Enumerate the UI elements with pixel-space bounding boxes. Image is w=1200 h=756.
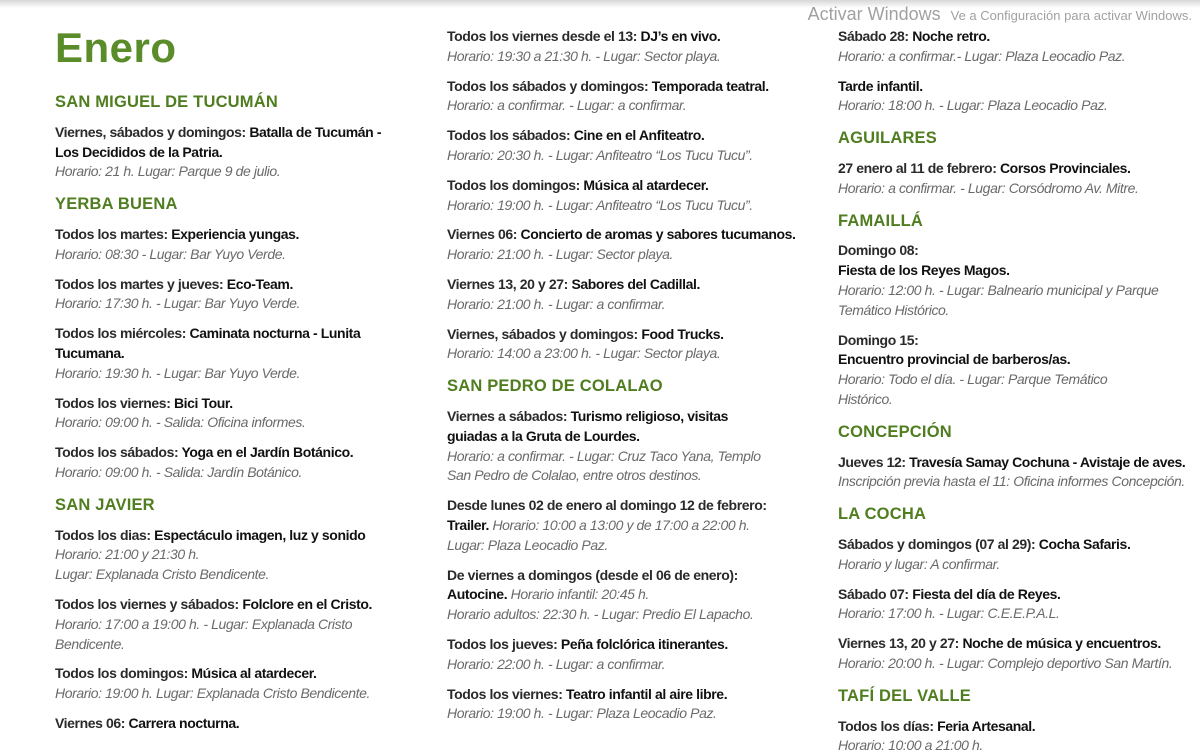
event-line: [447, 275, 825, 295]
event-name: Food Trucks.: [641, 325, 724, 342]
event-line: [55, 413, 435, 433]
event-schedule: Domingo 15:: [838, 331, 919, 348]
event-schedule: De viernes a domingos (desde el 06 de enero):: [447, 566, 738, 583]
event-line: [838, 555, 1196, 575]
event-item: [447, 407, 825, 486]
event-line: [447, 344, 825, 364]
locality-heading: YERBA BUENA: [55, 195, 178, 214]
event-line: [838, 717, 1196, 737]
event-line: [447, 225, 825, 245]
event-schedule: Viernes 06:: [447, 226, 521, 243]
event-schedule: Desde lunes 02 de enero al domingo 12 de febrero:: [447, 497, 767, 514]
event-details: Horario: 20:30 h. - Lugar: Anfiteatro “Los Tucu Tucu”.: [447, 146, 753, 163]
event-schedule: Todos los viernes y sábados:: [55, 595, 243, 612]
event-line: [55, 162, 435, 182]
locality-heading: LA COCHA: [838, 505, 927, 524]
event-details: Horario: a confirmar. - Lugar: a confirmar.: [447, 97, 687, 114]
event-schedule: Todos los sábados:: [447, 127, 574, 144]
event-schedule: Todos los domingos:: [55, 665, 192, 682]
event-line: [838, 390, 1196, 410]
event-schedule: Jueves 12:: [838, 453, 910, 470]
event-schedule: Sábado 07:: [838, 585, 913, 602]
event-name: Encuentro provincial de barberos/as.: [838, 351, 1071, 368]
locality-heading: TAFÍ DEL VALLE: [838, 686, 971, 705]
event-line: [447, 196, 825, 216]
event-details: Bendicente.: [55, 635, 125, 652]
event-name: Corsos Provinciales.: [999, 159, 1131, 176]
event-schedule: Todos los dias:: [55, 526, 155, 543]
column-3: [838, 27, 1196, 756]
event-details: Horario: 21:00 y 21:30 h.: [55, 546, 200, 563]
event-item: [838, 241, 1196, 320]
event-details: Histórico.: [838, 390, 893, 407]
event-line: [447, 585, 825, 605]
event-name: Experiencia yungas.: [171, 225, 300, 242]
event-name: Carrera nocturna.: [128, 714, 240, 731]
event-line: [838, 634, 1196, 654]
event-name: Autocine.: [447, 586, 511, 603]
event-line: [838, 585, 1196, 605]
event-item: [838, 535, 1196, 575]
event-name: Bici Tour.: [173, 394, 233, 411]
event-name: Folclore en el Cristo.: [242, 595, 372, 612]
event-item: [55, 526, 435, 585]
event-details: Horario: 22:00 h. - Lugar: a confirmar.: [447, 655, 666, 672]
locality-heading: SAN JAVIER: [55, 495, 155, 514]
event-name: Caminata nocturna - Lunita: [189, 325, 361, 342]
event-schedule: Todos los martes:: [55, 225, 172, 242]
event-line: [838, 535, 1196, 555]
event-name: Música al atardecer.: [191, 665, 317, 682]
event-item: [447, 176, 825, 216]
event-line: [55, 714, 435, 734]
event-name: Concierto de aromas y sabores tucumanos.: [520, 226, 796, 243]
event-line: [838, 654, 1196, 674]
event-item: [838, 634, 1196, 674]
event-name: Tucumana.: [55, 344, 125, 361]
event-name: Batalla de Tucumán -: [249, 123, 382, 140]
column-1: [55, 93, 435, 734]
event-name: Fiesta de los Reyes Magos.: [838, 262, 1010, 279]
event-name: Noche retro.: [912, 28, 990, 44]
event-line: [838, 77, 1196, 97]
event-item: [55, 664, 435, 704]
event-name: Fiesta del día de Reyes.: [912, 585, 1061, 602]
event-schedule: 27 enero al 11 de febrero:: [838, 159, 1000, 176]
event-details: Horario: 19:00 h. - Lugar: Plaza Leocadio Paz.: [447, 705, 717, 722]
event-line: [447, 146, 825, 166]
event-line: [838, 27, 1196, 47]
month-title: Enero: [55, 24, 177, 71]
event-line: [838, 96, 1196, 116]
event-details: Horario: Todo el día. - Lugar: Parque Temático: [838, 371, 1108, 388]
event-line: [838, 472, 1196, 492]
event-details: Horario: 10:00 a 13:00 y de 17:00 a 22:00 h.: [492, 516, 750, 533]
event-details: Inscripción previa hasta el 11: Oficina informes Concepción.: [838, 473, 1185, 490]
event-line: [838, 47, 1196, 67]
event-details: Horario y lugar: A confirmar.: [838, 555, 1000, 572]
event-item: [55, 275, 435, 315]
event-line: [55, 143, 435, 163]
event-details: Horario: 09:00 h. - Salida: Oficina informes.: [55, 414, 306, 431]
windows-activation-subtitle: Ve a Configuración para activar Windows.: [950, 8, 1192, 23]
event-line: [447, 635, 825, 655]
event-schedule: Todos los jueves:: [447, 635, 561, 652]
event-item: [447, 325, 825, 365]
event-item: [447, 635, 825, 675]
event-schedule: Viernes, sábados y domingos:: [55, 123, 250, 140]
event-item: [838, 717, 1196, 756]
event-line: [838, 159, 1196, 179]
event-name: Espectáculo imagen, luz y sonido: [154, 526, 366, 543]
event-schedule: Todos los martes y jueves:: [55, 275, 227, 292]
event-line: [55, 443, 435, 463]
event-line: [447, 447, 825, 467]
event-item: [447, 566, 825, 625]
event-schedule: Todos los viernes desde el 13:: [447, 28, 641, 44]
event-line: [55, 595, 435, 615]
event-item: [447, 27, 825, 67]
event-item: [838, 585, 1196, 625]
event-line: [447, 536, 825, 556]
locality-heading: FAMAILLÁ: [838, 211, 924, 230]
event-item: [447, 496, 825, 555]
event-line: [838, 331, 1196, 351]
event-item: [447, 225, 825, 265]
event-line: [55, 684, 435, 704]
event-details: Temático Histórico.: [838, 301, 949, 318]
event-line: [447, 605, 825, 625]
event-name: Música al atardecer.: [583, 176, 709, 193]
event-line: [55, 364, 435, 384]
event-line: [55, 123, 435, 143]
event-line: [55, 615, 435, 635]
event-line: [447, 325, 825, 345]
event-name: Teatro infantil al aire libre.: [565, 685, 728, 702]
event-details: Horario: 08:30 - Lugar: Bar Yuyo Verde.: [55, 245, 286, 262]
event-details: Horario: 21:00 h. - Lugar: Sector playa.: [447, 246, 674, 263]
event-line: [447, 704, 825, 724]
event-line: [55, 526, 435, 546]
event-line: [447, 295, 825, 315]
event-line: [447, 566, 825, 586]
event-name: Turismo religioso, visitas: [570, 407, 729, 424]
event-details: Horario: 21:00 h. - Lugar: a confirmar.: [447, 295, 666, 312]
event-line: [838, 453, 1196, 473]
event-item: [55, 595, 435, 654]
event-line: [55, 664, 435, 684]
event-line: [447, 245, 825, 265]
event-line: [838, 241, 1196, 261]
event-line: [55, 463, 435, 483]
event-line: [55, 275, 435, 295]
event-details: Horario: 12:00 h. - Lugar: Balneario municipal y Parque: [838, 281, 1159, 298]
event-details: Horario: 10:00 a 21:00 h.: [838, 737, 983, 754]
event-details: Horario: 14:00 a 23:00 h. - Lugar: Sector playa.: [447, 345, 721, 362]
event-schedule: Todos los días:: [838, 717, 938, 734]
event-schedule: Viernes 13, 20 y 27:: [447, 275, 572, 292]
event-line: [447, 126, 825, 146]
event-name: DJ’s en vivo.: [640, 28, 721, 44]
event-line: [447, 685, 825, 705]
event-schedule: Todos los sábados:: [55, 444, 182, 461]
event-line: [55, 324, 435, 344]
event-name: Cocha Safaris.: [1038, 535, 1131, 552]
event-line: [838, 281, 1196, 301]
event-details: Horario: 17:30 h. - Lugar: Bar Yuyo Verde.: [55, 295, 300, 312]
windows-activation-title: Activar Windows: [807, 4, 941, 24]
event-details: San Pedro de Colalao, entre otros destinos.: [447, 467, 702, 484]
event-line: [447, 27, 825, 47]
event-schedule: Todos los viernes:: [55, 394, 174, 411]
event-details: Horario: a confirmar. - Lugar: Cruz Taco Yana, Templo: [447, 447, 761, 464]
event-line: [838, 736, 1196, 756]
event-details: Horario adultos: 22:30 h. - Lugar: Predio El Lapacho.: [447, 606, 754, 623]
event-line: [838, 261, 1196, 281]
event-line: [838, 301, 1196, 321]
event-schedule: Viernes 13, 20 y 27:: [838, 635, 963, 652]
event-schedule: Viernes, sábados y domingos:: [447, 325, 642, 342]
event-line: [447, 96, 825, 116]
event-details: Horario: 09:00 h. - Salida: Jardín Botánico.: [55, 463, 302, 480]
event-item: [55, 443, 435, 483]
event-line: [838, 370, 1196, 390]
event-name: Yoga en el Jardín Botánico.: [181, 444, 354, 461]
event-line: [447, 47, 825, 67]
event-line: [838, 350, 1196, 370]
event-name: Peña folclórica itinerantes.: [560, 635, 728, 652]
event-line: [55, 225, 435, 245]
event-name: Noche de música y encuentros.: [962, 635, 1161, 652]
event-item: [838, 331, 1196, 410]
event-line: [55, 545, 435, 565]
event-name: Cine en el Anfiteatro.: [573, 127, 705, 144]
event-name: Los Decididos de la Patria.: [55, 143, 223, 160]
event-item: [447, 685, 825, 725]
event-line: [447, 427, 825, 447]
event-line: [447, 466, 825, 486]
event-item: [55, 394, 435, 434]
event-line: [447, 516, 825, 536]
event-item: [55, 225, 435, 265]
event-item: [447, 126, 825, 166]
event-name: Eco-Team.: [226, 275, 293, 292]
event-details: Horario: a confirmar. - Lugar: Corsódromo Av. Mitre.: [838, 179, 1139, 196]
event-details: Lugar: Plaza Leocadio Paz.: [447, 536, 608, 553]
event-line: [55, 565, 435, 585]
event-schedule: Viernes 06:: [55, 714, 129, 731]
event-details: Lugar: Explanada Cristo Bendicente.: [55, 566, 270, 583]
event-name: Feria Artesanal.: [937, 717, 1036, 734]
event-schedule: Todos los viernes:: [447, 685, 566, 702]
event-details: Horario: 21 h. Lugar: Parque 9 de julio.: [55, 163, 281, 180]
event-line: [447, 176, 825, 196]
event-schedule: Todos los miércoles:: [55, 325, 190, 342]
event-item: [838, 453, 1196, 493]
event-name: guiadas a la Gruta de Lourdes.: [447, 427, 640, 444]
locality-heading: SAN PEDRO DE COLALAO: [447, 377, 663, 396]
event-schedule: Viernes a sábados:: [447, 407, 571, 424]
event-item: [55, 324, 435, 383]
event-line: [55, 294, 435, 314]
event-schedule: Domingo 08:: [838, 242, 919, 259]
event-item: [838, 27, 1196, 67]
event-item: [447, 77, 825, 117]
event-line: [447, 77, 825, 97]
event-line: [55, 635, 435, 655]
event-item: [55, 123, 435, 182]
event-schedule: Sábados y domingos (07 al 29):: [838, 535, 1039, 552]
event-item: [838, 159, 1196, 199]
event-name: Sabores del Cadillal.: [571, 275, 700, 292]
locality-heading: SAN MIGUEL DE TUCUMÁN: [55, 93, 278, 111]
event-details: Horario: 19:00 h. Lugar: Explanada Cristo Bendicente.: [55, 685, 371, 702]
event-line: [838, 604, 1196, 624]
locality-heading: CONCEPCIÓN: [838, 422, 952, 441]
event-details: Horario: 19:30 a 21:30 h. - Lugar: Sector playa.: [447, 47, 721, 64]
locality-heading: AGUILARES: [838, 129, 937, 148]
event-line: [447, 655, 825, 675]
event-details: Horario: 19:00 h. - Lugar: Anfiteatro “Los Tucu Tucu”.: [447, 196, 753, 213]
event-name: Tarde infantil.: [838, 77, 923, 94]
event-details: Horario: 20:00 h. - Lugar: Complejo deportivo San Martín.: [838, 654, 1173, 671]
event-schedule: Sábado 28:: [838, 28, 913, 44]
event-line: [447, 496, 825, 516]
event-line: [55, 394, 435, 414]
event-line: [447, 407, 825, 427]
event-details: Horario: 18:00 h. - Lugar: Plaza Leocadio Paz.: [838, 97, 1108, 114]
event-details: Horario: a confirmar.- Lugar: Plaza Leocadio Paz.: [838, 47, 1126, 64]
event-details: Horario: 17:00 a 19:00 h. - Lugar: Explanada Cristo: [55, 615, 353, 632]
event-name: Travesía Samay Cochuna - Avistaje de aves.: [909, 453, 1186, 470]
event-line: [55, 344, 435, 364]
event-line: [838, 179, 1196, 199]
event-item: [838, 77, 1196, 117]
event-details: Horario: 17:00 h. - Lugar: C.E.E.P.A.L.: [838, 605, 1060, 622]
column-2: [447, 27, 825, 724]
event-item: [447, 275, 825, 315]
event-details: Horario infantil: 20:45 h.: [510, 586, 649, 603]
event-name: Trailer.: [447, 516, 493, 533]
event-name: Temporada teatral.: [651, 77, 769, 94]
event-schedule: Todos los sábados y domingos:: [447, 77, 652, 94]
event-item: [55, 714, 435, 734]
event-line: [55, 245, 435, 265]
event-schedule: Todos los domingos:: [447, 176, 584, 193]
windows-activation-watermark: [808, 3, 1192, 27]
event-details: Horario: 19:30 h. - Lugar: Bar Yuyo Verde.: [55, 364, 300, 381]
